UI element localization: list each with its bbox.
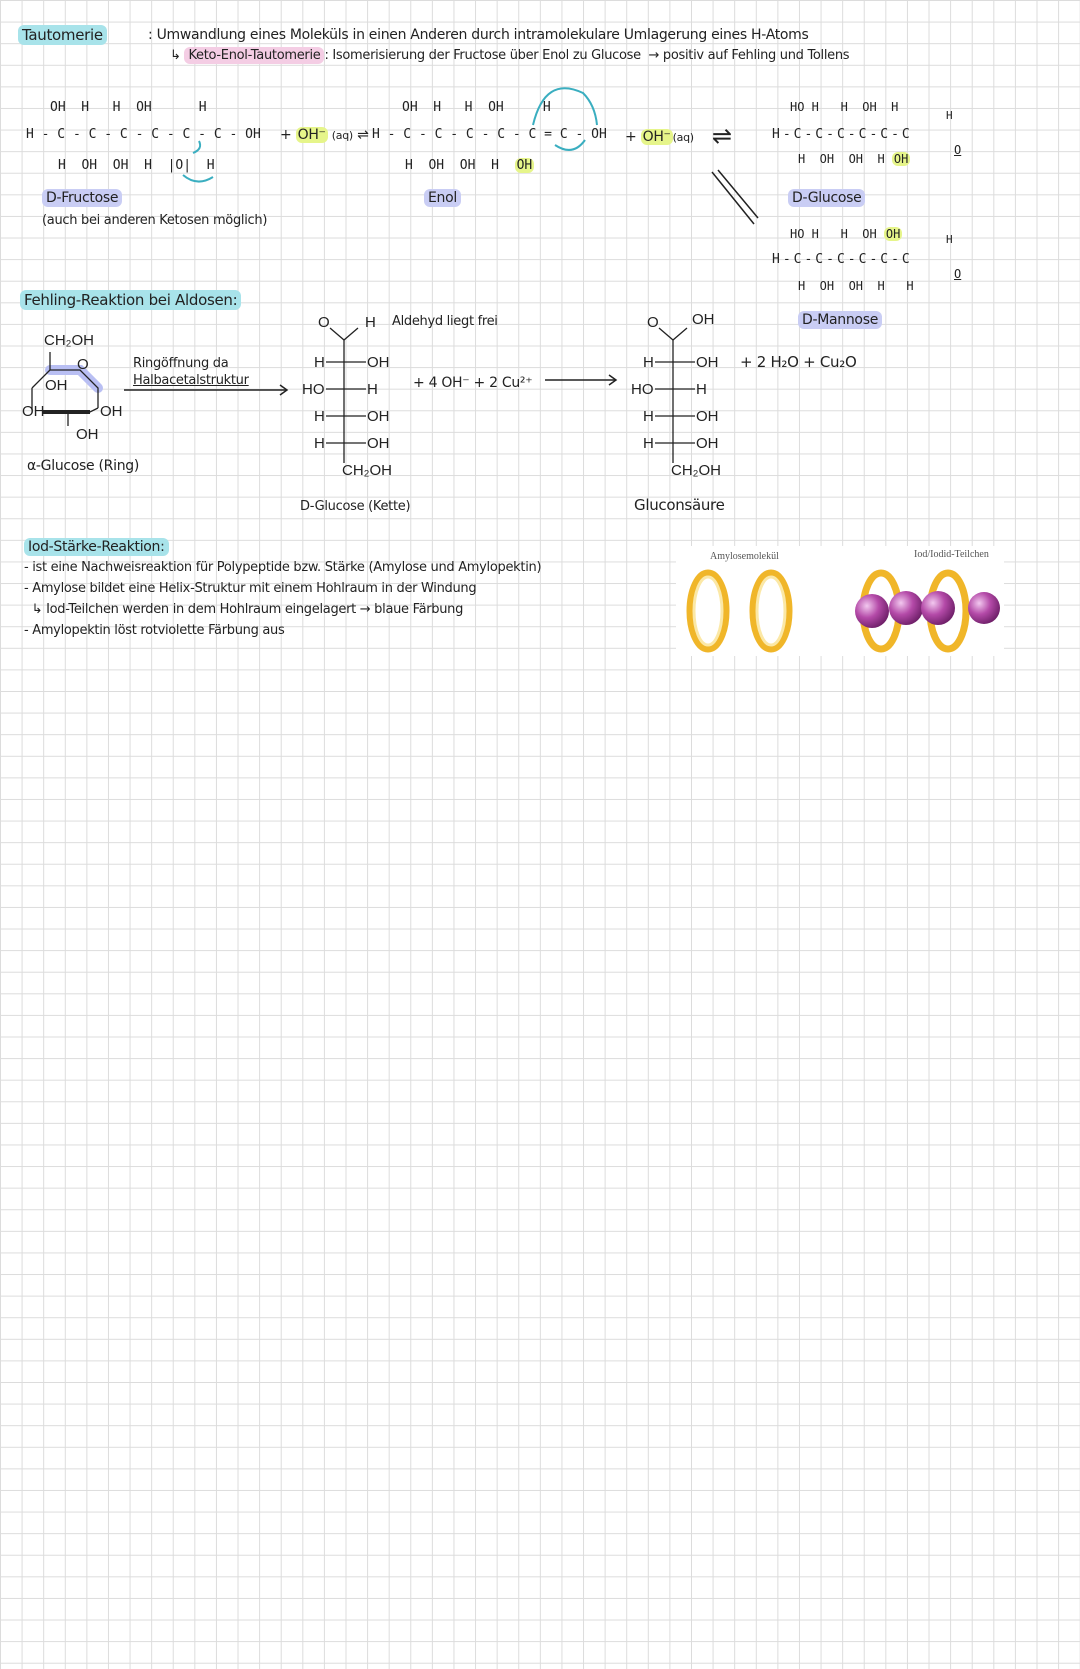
fructose-label: D-Fructose bbox=[42, 191, 122, 205]
fehling-heading: Fehling-Reaktion bei Aldosen: bbox=[20, 293, 241, 308]
electron-shift-arrows bbox=[175, 135, 235, 195]
ring-oxygen: O bbox=[77, 356, 89, 373]
helix-right-with-iodine bbox=[855, 573, 1000, 649]
glucose-bottom-row: H OH OH H OH bbox=[798, 152, 909, 166]
enol-bottom-row: H OH OH H OH bbox=[405, 158, 533, 173]
acid-row-1-right: OH bbox=[696, 354, 719, 371]
chain-row-2-right: H bbox=[367, 381, 378, 398]
chain-row-4-left: H bbox=[314, 435, 325, 452]
chain-bottom: CH₂OH bbox=[342, 462, 392, 479]
glucose-aldehyde-o: O bbox=[954, 143, 962, 157]
acid-row-1-left: H bbox=[643, 354, 654, 371]
mannose-top-row: HO H H OH OH bbox=[790, 227, 901, 241]
enol-top-row: OH H H OH H bbox=[402, 100, 551, 115]
iod-line-4: - Amylopektin löst rotviolette Färbung aus bbox=[24, 623, 285, 638]
equilibrium-arrow-mannose bbox=[710, 170, 760, 230]
tautomerie-definition: : Umwandlung eines Moleküls in einen Anderen durch intramolekulare Umlagerung eines H-Atoms bbox=[148, 27, 809, 43]
acid-oh: OH bbox=[692, 311, 715, 328]
chain-row-1-right: OH bbox=[367, 354, 390, 371]
enol-shift-arrows bbox=[525, 85, 605, 165]
arrow-text-1: Ringöffnung da bbox=[133, 356, 229, 371]
arrow-text-2: Halbacetalstruktur bbox=[133, 373, 249, 388]
enol-main-chain: H - C - C - C - C - C = C - OH bbox=[372, 127, 607, 142]
chain-row-1-left: H bbox=[314, 354, 325, 371]
keto-enol-line: ↳ Keto-Enol-Tautomerie : Isomerisierung der Fructose über Enol zu Glucose → positiv auf Fehling und Tollens bbox=[170, 48, 850, 63]
chain-row-3-right: OH bbox=[367, 408, 390, 425]
fructose-note: (auch bei anderen Ketosen möglich) bbox=[42, 213, 268, 228]
amylose-helix-illustration bbox=[676, 546, 1004, 656]
aldehyde-note: Aldehyd liegt frei bbox=[392, 314, 498, 329]
glucose-aldehyde-h: H bbox=[946, 109, 953, 122]
ring-oh-4: OH bbox=[22, 403, 45, 420]
chain-row-4-right: OH bbox=[367, 435, 390, 452]
glucose-top-row: HO H H OH H bbox=[790, 100, 899, 114]
acid-bottom: CH₂OH bbox=[671, 462, 721, 479]
helix-left bbox=[690, 573, 789, 649]
fehling-products: + 2 H₂O + Cu₂O bbox=[740, 353, 857, 371]
acid-row-4-left: H bbox=[643, 435, 654, 452]
chain-aldehyde-h: H bbox=[365, 314, 376, 331]
mannose-main-chain: H-C-C-C-C-C-C bbox=[772, 252, 913, 267]
glucose-fischer-lines bbox=[316, 318, 396, 478]
glucose-main-chain: H-C-C-C-C-C-C bbox=[772, 127, 913, 142]
figure-label-iodine: Iod/Iodid-Teilchen bbox=[914, 549, 989, 560]
ring-label: α-Glucose (Ring) bbox=[27, 458, 140, 474]
acid-row-3-left: H bbox=[643, 408, 654, 425]
alpha-glucose-ring bbox=[20, 350, 130, 443]
enol-label: Enol bbox=[424, 191, 461, 205]
mannose-bottom-row: H OH OH H H bbox=[798, 279, 914, 293]
chain-row-2-left: HO bbox=[302, 381, 325, 398]
fructose-main-chain: H - C - C - C - C - C - C - OH bbox=[26, 127, 261, 142]
keto-enol-label: Keto-Enol-Tautomerie bbox=[184, 47, 324, 64]
mannose-aldehyde-o: O bbox=[954, 267, 962, 281]
equilibrium-arrow-glucose: ⇌ bbox=[712, 122, 732, 150]
acid-label: Gluconsäure bbox=[634, 496, 725, 514]
gluconic-fischer-lines bbox=[645, 318, 725, 478]
mannose-label: D-Mannose bbox=[798, 313, 882, 327]
mannose-aldehyde-h: H bbox=[946, 233, 953, 246]
ring-oh-3: OH bbox=[45, 377, 68, 394]
iod-line-1: - ist eine Nachweisreaktion für Polypeptide bzw. Stärke (Amylose und Amylopektin) bbox=[24, 560, 542, 575]
fehling-reagents: + 4 OH⁻ + 2 Cu²⁺ bbox=[413, 375, 533, 391]
reagent-hydroxide-1: + OH⁻ (aq) ⇌ bbox=[280, 127, 369, 143]
ring-oh-1: OH bbox=[100, 403, 123, 420]
acid-row-3-right: OH bbox=[696, 408, 719, 425]
glucose-label: D-Glucose bbox=[788, 191, 865, 205]
acid-row-4-right: OH bbox=[696, 435, 719, 452]
reagent-hydroxide-2: + OH⁻ (aq) bbox=[625, 129, 694, 145]
chain-label: D-Glucose (Kette) bbox=[300, 499, 411, 514]
iod-line-2: - Amylose bildet eine Helix-Struktur mit einem Hohlraum in der Windung bbox=[24, 581, 477, 596]
figure-label-amylose: Amylosemolekül bbox=[710, 551, 779, 562]
fructose-bottom-row: H OH OH H |O| H bbox=[58, 158, 215, 173]
iod-heading: Iod-Stärke-Reaktion: bbox=[24, 540, 169, 554]
acid-row-2-left: HO bbox=[631, 381, 654, 398]
fructose-top-row: OH H H OH H bbox=[50, 100, 207, 115]
tautomerie-heading: Tautomerie bbox=[18, 28, 107, 43]
chain-oxygen: O bbox=[318, 314, 330, 331]
iod-line-3: ↳ Iod-Teilchen werden in dem Hohlraum eingelagert → blaue Färbung bbox=[24, 602, 464, 617]
acid-row-2-right: H bbox=[696, 381, 707, 398]
amylose-figure bbox=[676, 546, 1004, 656]
ring-oh-2: OH bbox=[76, 426, 99, 443]
ring-ch2oh: CH₂OH bbox=[44, 332, 94, 349]
acid-oxygen: O bbox=[647, 314, 659, 331]
reaction-arrow-2 bbox=[545, 374, 620, 386]
reaction-arrow-1 bbox=[124, 384, 294, 396]
chain-row-3-left: H bbox=[314, 408, 325, 425]
